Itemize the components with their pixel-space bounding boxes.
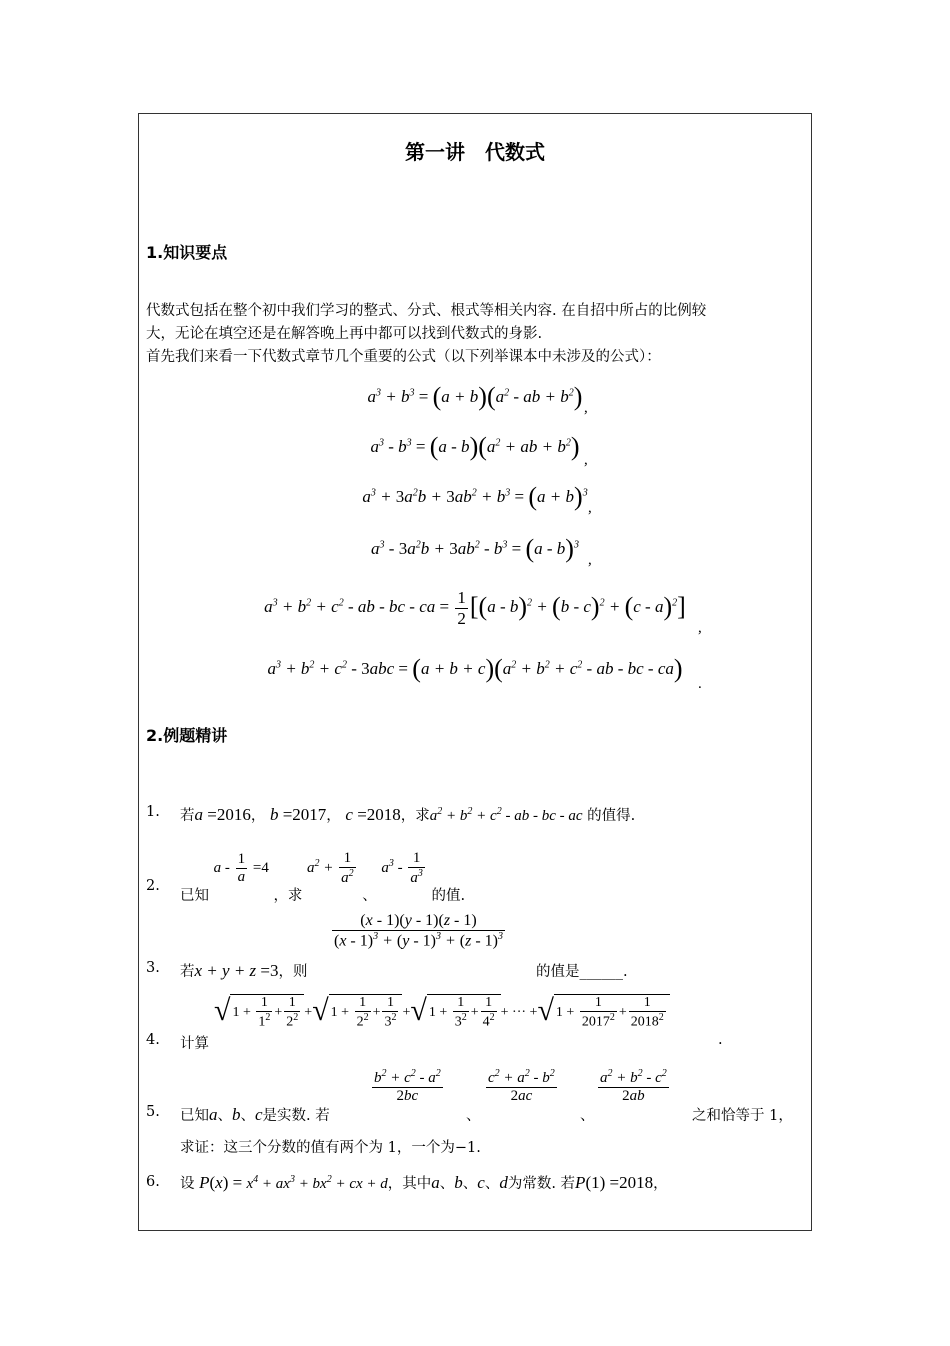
formula-difference-of-cubes: $a^3 - b^3 = (a - b)(a^2$ + ab + $b^2$) <box>370 432 580 461</box>
problem-3-number: 3. <box>146 960 160 976</box>
problem-2-number: 2. <box>146 878 160 894</box>
problem-5-condition: 已知a、b、c是实数. 若 <box>180 1105 330 1124</box>
problem-1-number: 1. <box>146 804 160 820</box>
formula-cube-of-difference: $a^3 - 3a^2b + 3ab^2 - b^3 = (a - b)^3$ <box>371 534 579 563</box>
page-title: 第一讲 代数式 <box>405 140 545 164</box>
problem-4-expression: √ 1 + $\frac{1}{1^2}$ + $\frac{1}{2^2}$ +√ 1 + $\frac{1}{2^2}$ + $\frac{1}{3^2}$ +√ 1 + $\frac{1}{3^2}$ + $\frac{1}{4^2}$ + ··· +√ 1 + $\frac{1}{2017^2}$ + $\frac{1}{2018^2}$ <box>214 994 670 1031</box>
problem-4-label: 计算 <box>180 1036 209 1052</box>
intro-line-3: 首先我们来看一下代数式章节几个重要的公式（以下列举课本中未涉及的公式）： <box>146 349 661 365</box>
intro-paragraph <box>146 300 808 369</box>
intro-line-2: 大，无论在填空还是在解答晚上再中都可以找到代数式的身影. <box>146 326 543 342</box>
intro-line-1: 代数式包括在整个初中我们学习的整式、分式、根式等相关内容. 在自招中所占的比例较 <box>146 303 707 319</box>
problem-5-sep-1: 、 <box>466 1108 481 1124</box>
problem-5-number: 5. <box>146 1104 160 1120</box>
formula-sum-of-squares-identity: $a^3 + b^2 + c^2$ - ab - bc - ca = $\frac{1}{2}$ [(a - b)$^2$ + (b - c)$^2$ + (c - a)$^2$] <box>264 588 686 628</box>
problem-5-sep-2: 、 <box>580 1108 595 1124</box>
problem-6-number: 6. <box>146 1174 160 1190</box>
formula-sum-of-cubes: $a^3 + b^3 = (a + b)(a^2$ - ab + $b^2$) <box>367 382 583 411</box>
problem-3-condition: 若x + y + z =3，则 <box>180 961 308 980</box>
formula-sum-of-three-cubes: $a^3 + b^2 + c^2 - 3abc = (a + b + c)(a^2 + b^2 + c^2$ - ab - bc - ca) <box>267 654 683 683</box>
problem-5-fraction-2: $\frac{c^2 + a^2 - b^2}{2ac}$ <box>488 1068 555 1105</box>
problem-2-text: 已知 a - $\frac{1}{a}$ =4 ，求 $a^2$ + $\frac{1}{a^2}$ 、 $a^3$ - $\frac{1}{a^3}$ 的值. <box>180 850 466 905</box>
problem-6-text: 设 $P(x) = x^4 + ax^3 + bx^2$ + cx + d，其中a、b、c、d为常数. 若P(1) =2018， <box>180 1173 668 1192</box>
problem-3-tail: 的值是______. <box>536 964 628 980</box>
problem-5-prove: 求证：这三个分数的值有两个为 1，一个为−1. <box>180 1140 481 1156</box>
problem-5-fraction-1: $\frac{b^2 + c^2 - a^2}{2bc}$ <box>374 1068 441 1105</box>
problem-5-sum-text: 之和恰等于 1， <box>692 1108 793 1124</box>
problem-3-fraction: $\frac{(x - 1)(y - 1)(z - 1)}{(x - 1)^3 + (y - 1)^3 + (z - 1)^3}$ <box>334 912 503 950</box>
problem-4-period: . <box>718 1032 723 1048</box>
problem-5-fraction-3: $\frac{a^2 + b^2 - c^2}{2ab}$ <box>600 1068 667 1105</box>
section-heading-knowledge: 1.知识要点 <box>146 243 228 262</box>
problem-1-text: 若a =2016， b =2017， c =2018，求$a^2 + b^2 + c^2$ - ab - bc - ac 的值得. <box>180 805 636 824</box>
section-heading-examples: 2.例题精讲 <box>146 726 228 745</box>
formula-cube-of-sum: $a^3 + 3a^2b + 3ab^2 + b^3 = (a + b)^3$ <box>362 482 588 511</box>
problem-4-number: 4. <box>146 1032 160 1048</box>
